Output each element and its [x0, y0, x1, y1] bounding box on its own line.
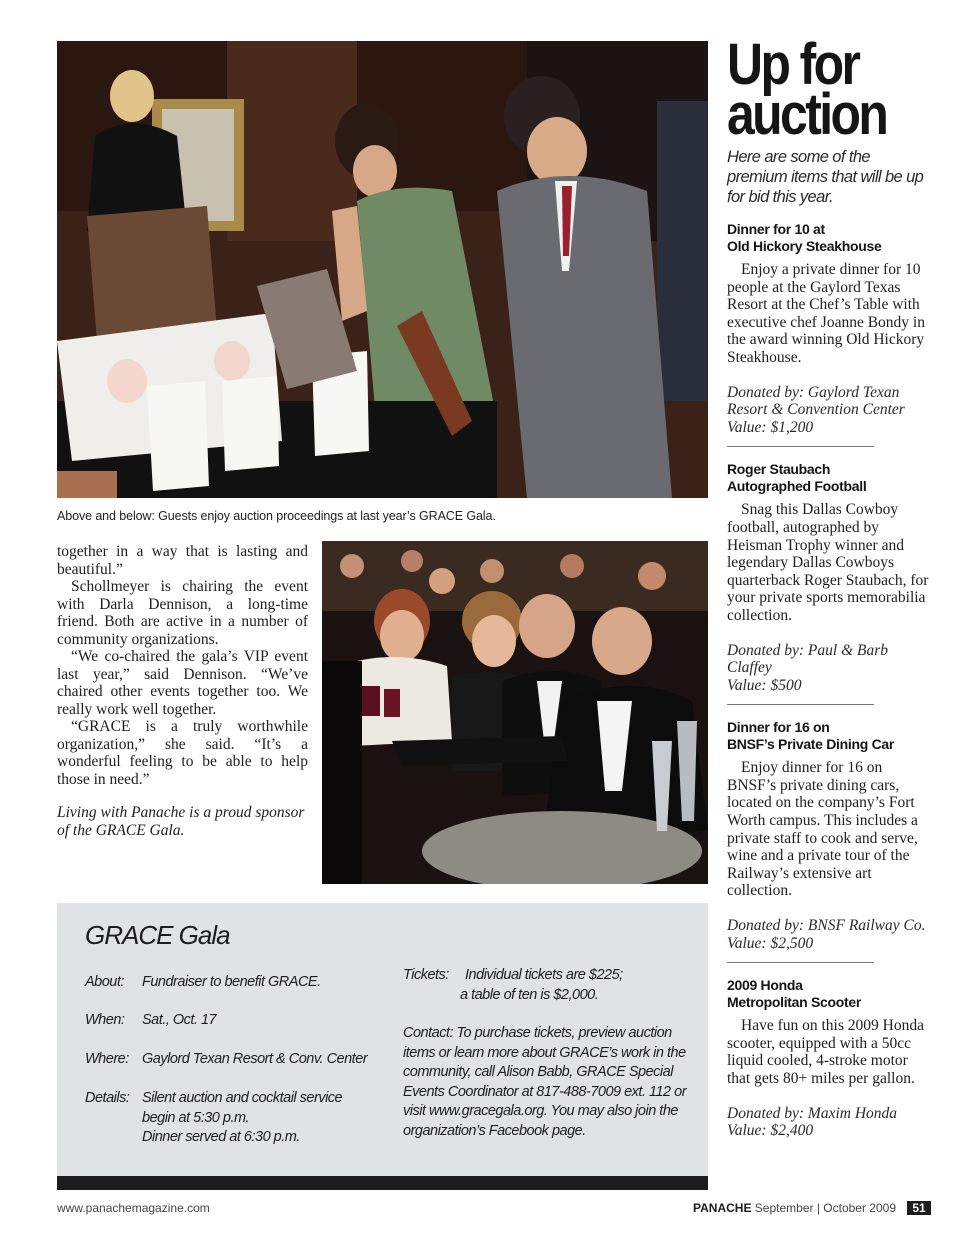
item-title-line: Old Hickory Steakhouse: [727, 238, 882, 254]
info-value: Sat., Oct. 17: [142, 1012, 217, 1028]
info-value: [142, 1089, 342, 1148]
auction-item-donor: Donated by: Gaylord Texan Resort & Convention Center: [727, 383, 905, 419]
article-paragraph: “We co-chaired the gala’s VIP event last year,” said Dennison. “We’ve chaired other events together too. We really work well together.: [57, 648, 308, 718]
auction-item-donor: Donated by: Paul & Barb Claffey: [727, 641, 889, 677]
gala-photo-bottom-image: [322, 541, 708, 884]
item-title-line: Dinner for 10 at: [727, 221, 825, 237]
item-divider: [727, 962, 874, 963]
article-paragraph: together in a way that is lasting and beautiful.”: [57, 543, 308, 578]
info-label: Where:: [85, 1051, 129, 1067]
auction-item-donor: Donated by: BNSF Railway Co.: [727, 917, 926, 935]
info-label: Details:: [85, 1090, 130, 1106]
headline-line-2: auction: [727, 82, 887, 147]
auction-item: [727, 461, 932, 705]
item-title-line: Autographed Football: [727, 478, 867, 495]
gala-photo-bottom: [322, 541, 708, 884]
footer-issue: [693, 1201, 931, 1215]
page-number: 51: [907, 1201, 930, 1215]
info-label: About:: [85, 974, 124, 990]
auction-photo-top-image: [57, 41, 708, 498]
info-value: Individual tickets are $225;: [465, 967, 623, 983]
auction-item-description: Enjoy a private dinner for 10 people at the Gaylord Texas Resort at the Chef’s Table with executive chef Joanne Bondy in the award winning Old Hickory Steakhouse.: [727, 261, 925, 366]
auction-item-value: Value: $2,400: [727, 1122, 814, 1140]
details-line: Silent auction and cocktail service: [142, 1090, 343, 1106]
info-tickets: [403, 966, 693, 1005]
auction-sidebar: [727, 32, 932, 1140]
info-contact: Contact: To purchase tickets, preview auction items or learn more about GRACE’s work in the community, call Alison Babb, GRACE Special Events Coordinator at 817-488-7009 ext. 112 or visit www.gracegala.org. You may also join the organization’s Facebook page.: [403, 1025, 687, 1139]
item-title-line: 2009 Honda: [727, 977, 803, 994]
item-title-line: BNSF’s Private Dining Car: [727, 736, 895, 753]
event-info-box: [57, 903, 708, 1190]
details-line: begin at 5:30 p.m.: [142, 1109, 250, 1126]
sponsor-note: Living with Panache is a proud sponsor of the GRACE Gala.: [57, 804, 305, 839]
article-paragraph: Schollmeyer is chairing the event with Darla Dennison, a long-time friend. Both are active in a number of community organizations.: [57, 578, 308, 648]
footer-issue-date: September | October 2009: [754, 1201, 896, 1215]
item-title-line: Roger Staubach: [727, 461, 831, 478]
photo-caption: Above and below: Guests enjoy auction proceedings at last year’s GRACE Gala.: [57, 509, 496, 523]
auction-item-title: [727, 461, 932, 495]
auction-item-description: Enjoy dinner for 16 on BNSF’s private dining cars, located on the company’s Fort Worth campus. This includes a private staff to cook and serve, wine and a private tour of the Railway’s extensive art collection.: [727, 759, 918, 900]
auction-item: [727, 719, 932, 963]
auction-item-value: Value: $2,500: [727, 934, 814, 952]
info-value: Gaylord Texan Resort & Conv. Center: [142, 1051, 368, 1067]
auction-item-title: [727, 719, 932, 753]
auction-item-title: [727, 977, 932, 1011]
auction-item-value: Value: $500: [727, 676, 802, 694]
auction-item-donor: Donated by: Maxim Honda: [727, 1104, 898, 1122]
article-continuation: [57, 543, 308, 839]
auction-item-title: [727, 221, 932, 255]
auction-item: [727, 221, 932, 447]
info-label: Tickets:: [403, 967, 449, 983]
auction-item-value: Value: $1,200: [727, 418, 814, 436]
auction-item-description: Have fun on this 2009 Honda scooter, equipped with a 50cc liquid cooled, 4-stroke motor that gets 80+ miles per gallon.: [727, 1017, 924, 1087]
event-info-title: GRACE Gala: [85, 920, 230, 950]
info-label: When:: [85, 1012, 125, 1028]
details-line: Dinner served at 6:30 p.m.: [142, 1129, 300, 1145]
item-title-line: Dinner for 16 on: [727, 719, 830, 736]
auction-photo-top: [57, 41, 708, 498]
article-paragraph: “GRACE is a truly worthwhile organization,” she said. “It’s a wonderful feeling to be able to help those in need.”: [57, 718, 308, 788]
info-value: Fundraiser to benefit GRACE.: [142, 974, 321, 990]
headline-line-1: Up for: [727, 32, 859, 97]
footer-brand: PANACHE: [693, 1201, 752, 1215]
item-divider: [727, 704, 874, 705]
auction-item-description: Snag this Dallas Cowboy football, autographed by Heisman Trophy winner and legendary Dallas Cowboys quarterback Roger Staubach, for your private sports memorabilia collection.: [727, 501, 929, 624]
item-divider: [727, 446, 874, 447]
info-value: a table of ten is $2,000.: [460, 986, 599, 1003]
auction-intro: Here are some of the premium items that will be up for bid this year.: [727, 148, 924, 206]
auction-headline: [727, 32, 933, 147]
footer-website: www.panachemagazine.com: [57, 1201, 210, 1215]
item-title-line: Metropolitan Scooter: [727, 994, 862, 1011]
auction-item: [727, 977, 932, 1140]
